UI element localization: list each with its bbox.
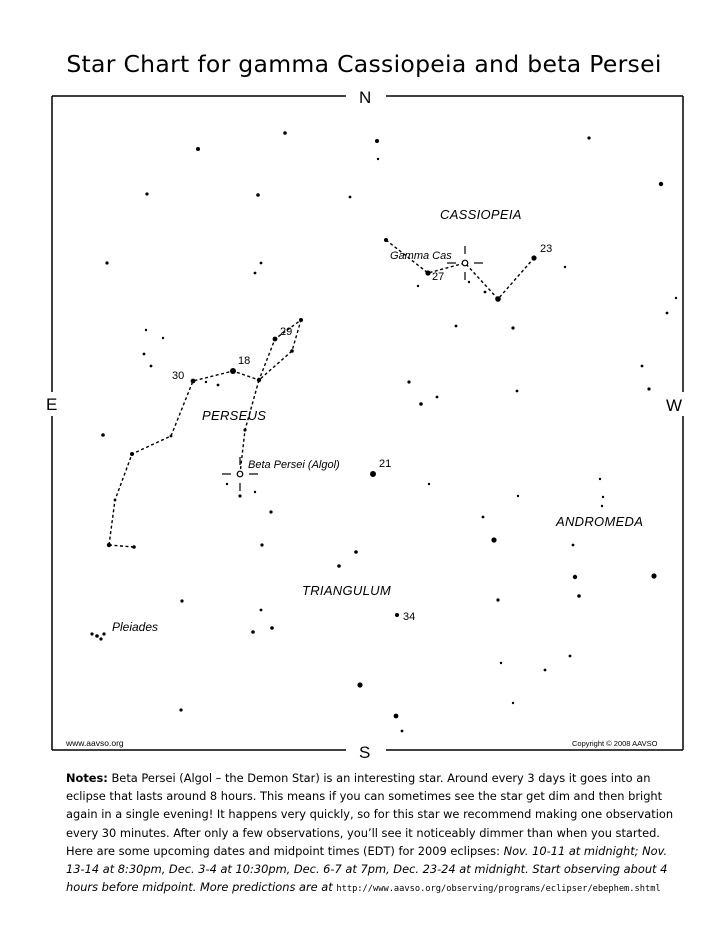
star-label-18: 18 xyxy=(238,355,251,367)
notes-eclipse-dates: Nov. 10-11 at midnight; Nov. 13-14 at 8:30pm, Dec. 3-4 at 10:30pm, Dec. 6-7 at 7pm, Dec. 23-24 at midnight. Start observing about 4 hours before midpoint. More predictions are at xyxy=(66,843,668,895)
star-label-23: 23 xyxy=(540,243,553,255)
perseus-label: PERSEUS xyxy=(202,408,267,423)
notes-text: Beta Persei (Algol – the Demon Star) is an interesting star. Around every 3 days it goes into an eclipse that lasts around 8 hours. This means if you can sometimes see the star get dim and then bright again in a single evening! It happens very quickly, so for this star we recommend making one observation every 30 minutes. After only a few observations, you’ll see it noticeably dimmer than when you started. Here are some upcoming dates and midpoint times (EDT) for 2009 eclipses: xyxy=(66,771,674,858)
perseus-tail-line xyxy=(109,545,134,547)
predictions-url: http://www.aavso.org/observing/programs/eclipser/ebephem.shtml xyxy=(336,884,661,895)
copyright-text: Copyright © 2008 AAVSO xyxy=(572,739,658,748)
aavso-website: www.aavso.org xyxy=(66,738,124,748)
andromeda-label: ANDROMEDA xyxy=(556,514,644,529)
star-label-29: 29 xyxy=(280,326,293,338)
star-label-21: 21 xyxy=(379,458,392,470)
triangulum-label: TRIANGULUM xyxy=(302,583,391,598)
east-label: E xyxy=(46,395,58,414)
cassiopeia-lines xyxy=(386,240,534,299)
west-label: W xyxy=(666,396,683,415)
star-label-27: 27 xyxy=(432,271,445,283)
cassiopeia-label: CASSIOPEIA xyxy=(440,207,522,222)
north-label: N xyxy=(359,88,372,107)
gamma-cas-label: Gamma Cas xyxy=(390,250,452,262)
pleiades-label: Pleiades xyxy=(112,620,159,634)
constellation-lines xyxy=(109,240,534,547)
notes-section xyxy=(66,769,676,898)
beta-persei-label: Beta Persei (Algol) xyxy=(248,459,340,471)
page-title: Star Chart for gamma Cassiopeia and beta Persei xyxy=(66,50,662,78)
stars xyxy=(90,131,677,732)
star-label-34: 34 xyxy=(403,611,416,623)
notes-label: Notes: xyxy=(66,771,108,785)
gamma-cas-marker xyxy=(447,246,483,280)
star-label-30: 30 xyxy=(172,370,185,382)
south-label: S xyxy=(359,743,371,762)
